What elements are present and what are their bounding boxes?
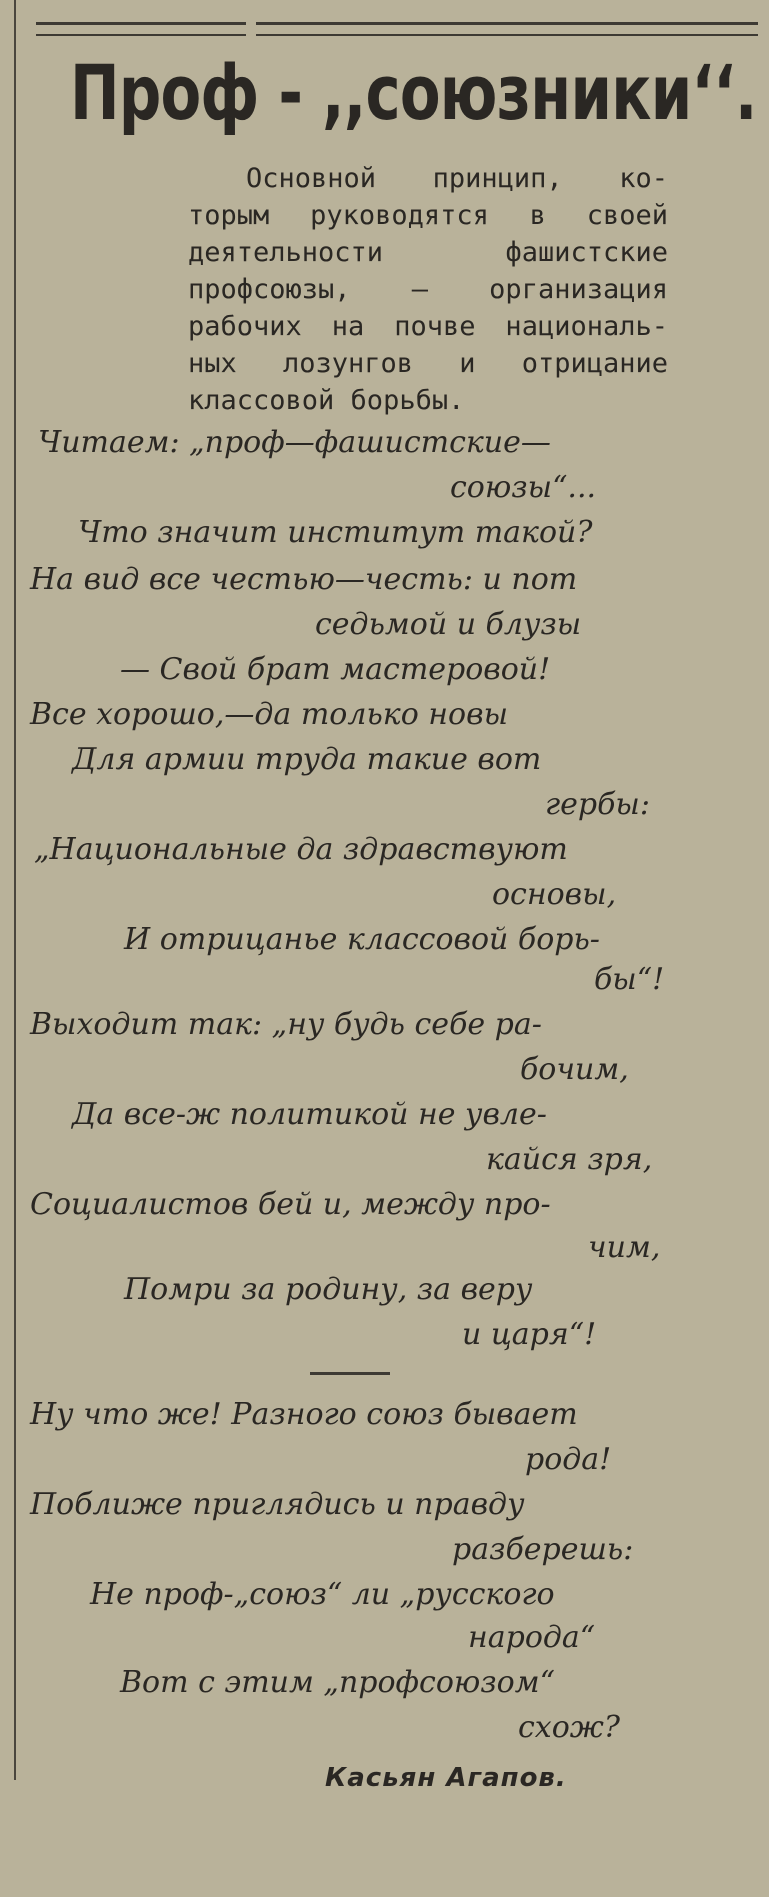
poem-line: схож? <box>518 1710 620 1745</box>
poem-line: Помри за родину, за веру <box>124 1272 533 1307</box>
poem-line: союзы“... <box>450 470 597 505</box>
epigraph-line: классовой борьбы. <box>188 385 465 416</box>
poem-line: рода! <box>525 1442 612 1477</box>
poem-line: Ну что же! Разного союз бывает <box>30 1397 578 1432</box>
epigraph-line: деятельности фашистские <box>188 237 668 268</box>
poem-line: — Свой брат мастеровой! <box>120 652 551 687</box>
poem-line: Поближе приглядись и правду <box>30 1487 525 1522</box>
epigraph-line: Основной принцип, ко- <box>246 163 668 194</box>
poem-line: Социалистов бей и, между про- <box>30 1187 551 1222</box>
poem-line: Вот с этим „профсоюзом“ <box>120 1665 555 1700</box>
poem-line: „Национальные да здравствуют <box>34 832 568 867</box>
poem-line: Читаем: „проф—фашистские— <box>38 425 551 460</box>
epigraph-line: торым руководятся в своей <box>188 200 668 231</box>
poem-line: и царя“! <box>462 1317 597 1352</box>
poem-line: чим, <box>588 1230 661 1265</box>
poem-line: Да все-ж политикой не увле- <box>72 1097 547 1132</box>
poem-line: основы, <box>492 877 617 912</box>
poem-line: народа“ <box>468 1620 596 1655</box>
article-title: Проф - ,,союзники‘‘. <box>70 48 757 137</box>
epigraph-line: ных лозунгов и отрицание <box>188 348 668 379</box>
poem-line: седьмой и блузы <box>315 607 582 642</box>
poem-line: бы“! <box>594 962 665 997</box>
poem-line: И отрицанье классовой борь- <box>124 922 600 957</box>
poem-line: кайся зря, <box>486 1142 653 1177</box>
poem-line: На вид все честью—честь: и пот <box>30 562 578 597</box>
poem-line: Для армии труда такие вот <box>72 742 542 777</box>
epigraph-line: рабочих на почве националь- <box>188 311 668 342</box>
author-signature: Касьян Агапов. <box>325 1763 567 1793</box>
poem-line: гербы: <box>545 787 650 822</box>
poem-line: разберешь: <box>452 1532 634 1567</box>
epigraph-line: профсоюзы, — организация <box>188 274 668 305</box>
poem-line: Выходит так: „ну будь себе ра- <box>30 1007 542 1042</box>
poem-line: бочим, <box>520 1052 629 1087</box>
poem-line: Что значит институт такой? <box>78 515 593 550</box>
stanza-divider <box>310 1372 390 1375</box>
poem-line: Все хорошо,—да только новы <box>30 697 509 732</box>
poem-line: Не проф-„союз“ ли „русского <box>90 1577 555 1612</box>
